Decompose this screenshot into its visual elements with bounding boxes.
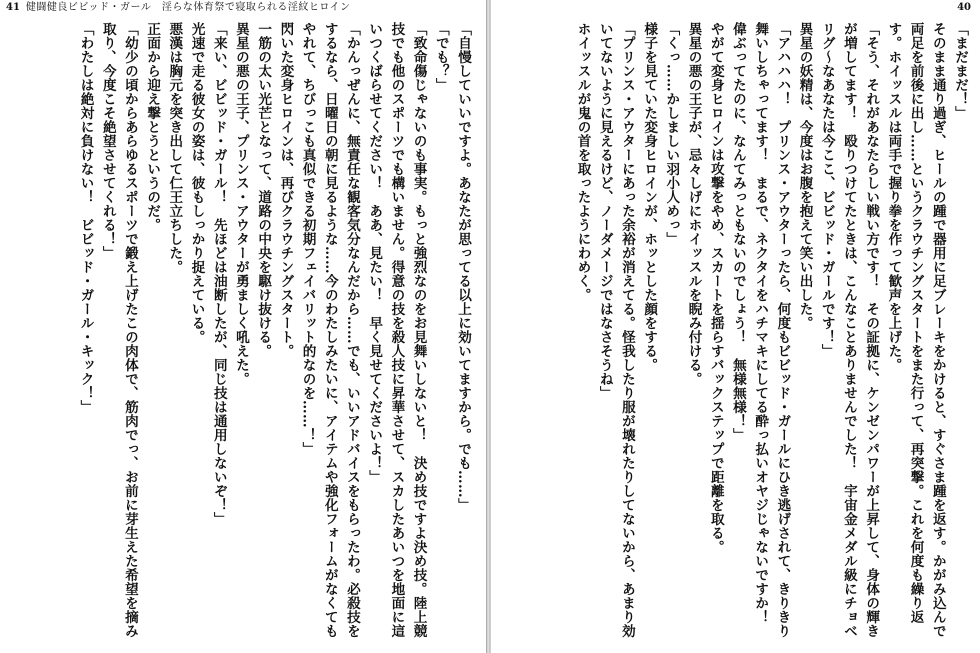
left-page-body (4, 22, 474, 644)
right-page-number: 40 (957, 2, 971, 13)
text-line: そのまま通り過ぎ、ヒールの踵で器用に足ブレーキをかけると、すぐさま踵を返す。かがみ込んで両足を前後に出し……というクラウチングスタートをまた行って、再突撃。これを何度も繰り返す。ホイッスルは両手で握り拳を作って歓声を上げた。 (885, 22, 946, 638)
left-page-number: 41 (6, 2, 20, 13)
text-line: 一筋の太い光芒となって、道路の中央を駆け抜ける。 (255, 22, 272, 358)
text-line: 「幼少の頃からあらゆるスポーツで鍛え上げたこの肉体で、筋肉でっ、お前に芽生えた希望を摘み取り、今度こそ絶望させてくれる！」 (99, 22, 138, 638)
text-line: 悪漢は胸元を突き出して仁王立ちした。 (166, 22, 183, 274)
text-line: 「わたしは絶対に負けない！ ビビッド・ガール・キック！」 (77, 22, 94, 414)
text-line: 光速で走る彼女の姿は、彼もしっかり捉えている。 (188, 22, 205, 344)
left-page (0, 0, 487, 653)
text-line: 異星の妖精は、今度はお腹を抱えて笑い出した。 (796, 22, 813, 330)
text-line: ホイッスルが鬼の首を取ったようにわめく。 (574, 22, 591, 302)
text-line: 閃いた変身ヒロインは、再びクラウチングスタート。 (277, 22, 294, 358)
text-line: 異星の悪の王子が、忌々しげにホイッスルを睨み付ける。 (685, 22, 702, 386)
text-line: 「自慢していいですよ。あなたが思ってる以上に効いてますから。でも……」 (455, 22, 471, 512)
text-line: 正面から迎え撃とうというのだ。 (144, 22, 161, 232)
text-line: 「来い、ビビッド・ガール！ 先ほどは油断したが、同じ技は通用しないぞ！」 (210, 22, 227, 526)
text-line: 「そう、それがあなたらしい戦い方です！ その証拠に、ケンゼンパワーが上昇して、身体の輝きが増してます！ 殴りつけてたときは、こんなことありませんでした！ 宇宙金メダル級にチョベリグ～なあなたは今ここ、ビビッド・ガールです！」 (818, 22, 880, 638)
right-page-body (501, 22, 971, 644)
running-title: 健闘健良ビビッド・ガール 淫らな体育祭で寝取られる淫紋ヒロイン (25, 2, 351, 13)
left-page-header (6, 1, 351, 15)
text-line: 「致命傷じゃないのも事実。もっと強烈なのをお見舞いしないと！ 決め技ですよ決め技。陸上競技でも他のスポーツでも構いません。得意の技を殺人技に昇華させて、スカしたあいつを地面に這いつくばらせてください！ ああ、見たい！ 早く見せてくださいよ！」 (366, 22, 427, 638)
text-line: 様子を見ていた変身ヒロインが、ホッとした顔をする。 (641, 22, 658, 372)
text-line: 「プリンス・アウターにあった余裕が消えてる。怪我したり服が壊れたりしてないから、あまり効いてないように見えるけど、ノーダメージではなさそうね」 (596, 22, 635, 638)
text-line: 「でも？」 (432, 22, 449, 92)
text-line: 「まだまだ！」 (952, 22, 968, 120)
text-line: 「くっ……かしましい羽小人めっ」 (663, 22, 680, 246)
text-line: やがて変身ヒロインは攻撃をやめ、スカートを揺らすバックステップで距離を取る。 (707, 22, 724, 554)
text-line: 「アハハハ！ プリンス・アウターったら、何度もビビッド・ガールにひき逃げされて、きりきり舞いしちゃってます！ まるで、ネクタイをハチマキにしてる酔っ払いオヤジじゃないですか！ 偉ぶってたのに、なんてみっともないのでしょう！ 無様無様！」 (729, 22, 791, 638)
text-line: 「かんっぜんに、無責任な観客気分なんだから……でも、いいアドバイスをもらったわ。必殺技をするなら、日曜日の朝に見るような……今のわたしみたいに、アイテムや強化フォームがなくてもやれて、ちびっこも真似できる初期フェイバリット的なのを……！」 (299, 22, 360, 638)
text-line: 異星の悪の王子、プリンス・アウターが勇ましく吼えた。 (232, 22, 249, 386)
right-page (490, 0, 980, 653)
